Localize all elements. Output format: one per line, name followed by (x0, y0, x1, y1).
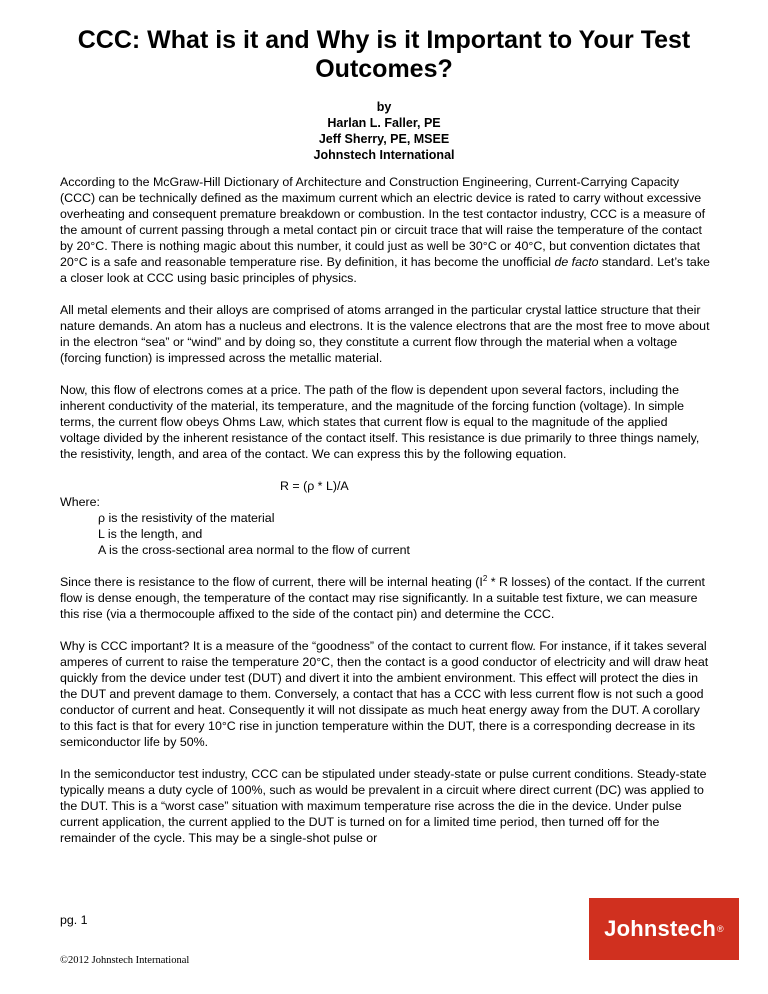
byline (60, 99, 708, 163)
definition-length: L is the length, and (98, 527, 203, 541)
byline-by: by (376, 100, 392, 114)
where-label: Where: (60, 495, 100, 509)
author-2: Jeff Sherry, PE, MSEE (318, 132, 450, 146)
resistance-equation: R = (ρ * L)/A (280, 479, 349, 493)
author-organization: Johnstech International (313, 148, 455, 162)
paragraph-3: Now, this flow of electrons comes at a price. The path of the flow is dependent upon several factors, including the inherent conductivity of the material, its temperature, and the magnitude of the forcing function (voltage). In simple terms, the current flow obeys Ohms Law, which states that current flow is equal to the magnitude of the applied voltage divided by the inherent resistance of the contact itself. This resistance is due primarily to three things namely, the resistivity, length, and area of the contact. We can express this by the following equation. (60, 383, 700, 461)
paragraph-4: Since there is resistance to the flow of current, there will be internal heating ($I^2$ * R losses) of the contact. If the current flow is dense enough, the temperature of the contact may rise significantly. In a suitable test fixture, we can measure this rise (via a thermocouple affixed to the side of the contact pin) and determine the CCC. (60, 574, 705, 621)
variable-definitions (60, 510, 710, 558)
paragraph-1: According to the McGraw-Hill Dictionary of Architecture and Construction Engineering, Current-Carrying Capacity (CCC) can be technically defined as the maximum current which an electric device is rated to carry without excessive overheating and consequent premature breakdown or combustion. In the test contactor industry, CCC is a measure of the amount of current passing through a metal contact pin or circuit trace that will raise the temperature of the contact by 20°C. There is nothing magic about this number, it could just as well be 30°C or 40°C, but convention dictates that 20°C is a safe and reasonable temperature rise. By definition, it has become the unofficial de facto standard. Let’s take a closer look at CCC using basic principles of physics. (60, 175, 710, 285)
author-1: Harlan L. Faller, PE (327, 116, 441, 130)
paragraph-5: Why is CCC important? It is a measure of the “goodness” of the contact to current flow. For instance, if it takes several amperes of current to raise the temperature 20°C, then the contact is a good conductor of electricity and will draw heat quickly from the device under test (DUT) and divert it into the ambient environment. This effect will protect the dies in the DUT and prevent damage to them. Conversely, a contact that has a CCC with less current flow is not such a good conductor of current and heat. Consequently it will not dissipate as much heat energy away from the DUT. A corollary to this fact is that for every 10°C rise in junction temperature within the DUT, there is a corresponding decrease in its semiconductor life by 50%. (60, 639, 709, 749)
johnstech-logo (589, 898, 739, 960)
logo-text: Johnstech (604, 916, 716, 941)
paragraph-6: In the semiconductor test industry, CCC can be stipulated under steady-state or pulse current conditions. Steady-state typically means a duty cycle of 100%, such as would be prevalent in a circuit where direct current (DC) was applied to the DUT. This is a “worst case” situation with maximum temperature rise across the die in the device. Under pulse current application, the current applied to the DUT is turned on for a limited time period, then turned off for the remainder of the cycle. This may be a single-shot pulse or (60, 767, 707, 845)
document-title: CCC: What is it and Why is it Important to Your Test Outcomes? (77, 26, 691, 83)
document-body (60, 174, 710, 862)
registered-mark: ® (716, 924, 724, 934)
definition-rho: ρ is the resistivity of the material (98, 511, 275, 525)
copyright-notice: ©2012 Johnstech International (60, 955, 190, 966)
definition-area: A is the cross-sectional area normal to the flow of current (98, 543, 410, 557)
paragraph-2: All metal elements and their alloys are comprised of atoms arranged in the particular crystal lattice structure that their nature demands. An atom has a nucleus and electrons. It is the valence electrons that are the most free to move about in the electron “sea” or “wind” and by doing so, they constitute a current flow through the material when a voltage (forcing function) is impressed across the metallic material. (60, 303, 710, 365)
page-number: pg. 1 (60, 913, 88, 927)
